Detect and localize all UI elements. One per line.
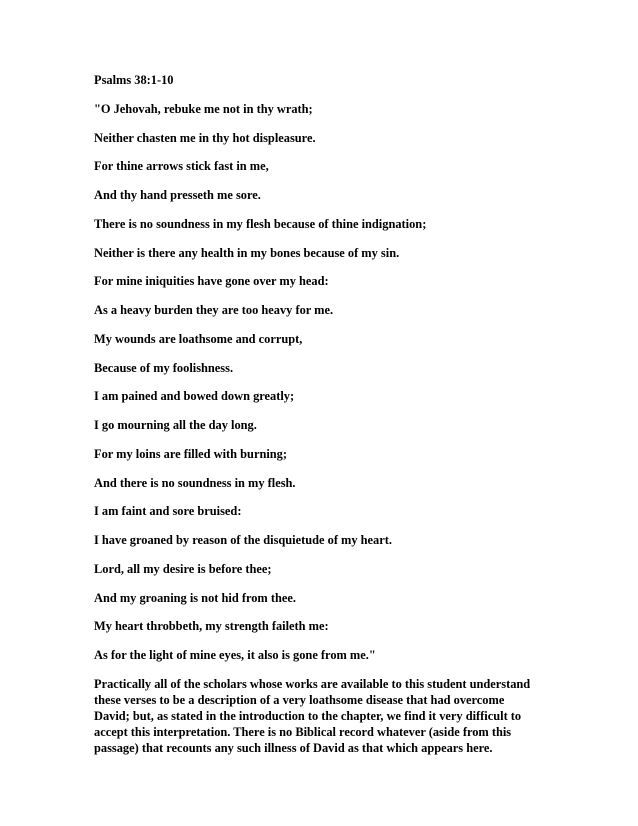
verse-line: For my loins are filled with burning;: [94, 446, 287, 461]
commentary-line: these verses to be a description of a very loathsome disease that had overcome: [94, 692, 505, 707]
commentary-line: accept this interpretation. There is no Biblical record whatever (aside from this: [94, 724, 512, 739]
verse-line: I am pained and bowed down greatly;: [94, 389, 295, 404]
commentary-line: Practically all of the scholars whose works are available to this student understand: [94, 676, 531, 691]
verse-line: Because of my foolishness.: [94, 360, 234, 375]
document-body: [94, 72, 544, 756]
verse-line: As a heavy burden they are too heavy for me.: [94, 303, 334, 317]
commentary-line: David; but, as stated in the introduction to the chapter, we find it very difficult to: [94, 708, 522, 723]
verse-line: And thy hand presseth me sore.: [94, 188, 261, 202]
passage-heading: Psalms 38:1-10: [94, 73, 174, 87]
verse-line: My heart throbbeth, my strength faileth me:: [94, 619, 329, 634]
verse-line: "O Jehovah, rebuke me not in thy wrath;: [94, 101, 313, 116]
verse-line: As for the light of mine eyes, it also is gone from me.": [94, 648, 376, 662]
verse-line: There is no soundness in my flesh because of thine indignation;: [94, 216, 427, 231]
commentary-paragraph: [94, 676, 544, 756]
verse-line: I go mourning all the day long.: [94, 418, 257, 432]
verse-line: And there is no soundness in my flesh.: [94, 475, 296, 490]
verse-line: For mine iniquities have gone over my head:: [94, 274, 329, 289]
verse-line: My wounds are loathsome and corrupt,: [94, 331, 303, 346]
verse-line: I have groaned by reason of the disquietude of my heart.: [94, 533, 392, 547]
verse-line: And my groaning is not hid from thee.: [94, 590, 296, 605]
commentary-line: passage) that recounts any such illness of David as that which appears here.: [94, 740, 493, 755]
verse-line: Neither is there any health in my bones because of my sin.: [94, 245, 400, 260]
verse-line: Neither chasten me in thy hot displeasure.: [94, 130, 316, 145]
verse-line: I am faint and sore bruised:: [94, 504, 242, 519]
verse-line: For thine arrows stick fast in me,: [94, 159, 269, 174]
verse-line: Lord, all my desire is before thee;: [94, 561, 272, 576]
